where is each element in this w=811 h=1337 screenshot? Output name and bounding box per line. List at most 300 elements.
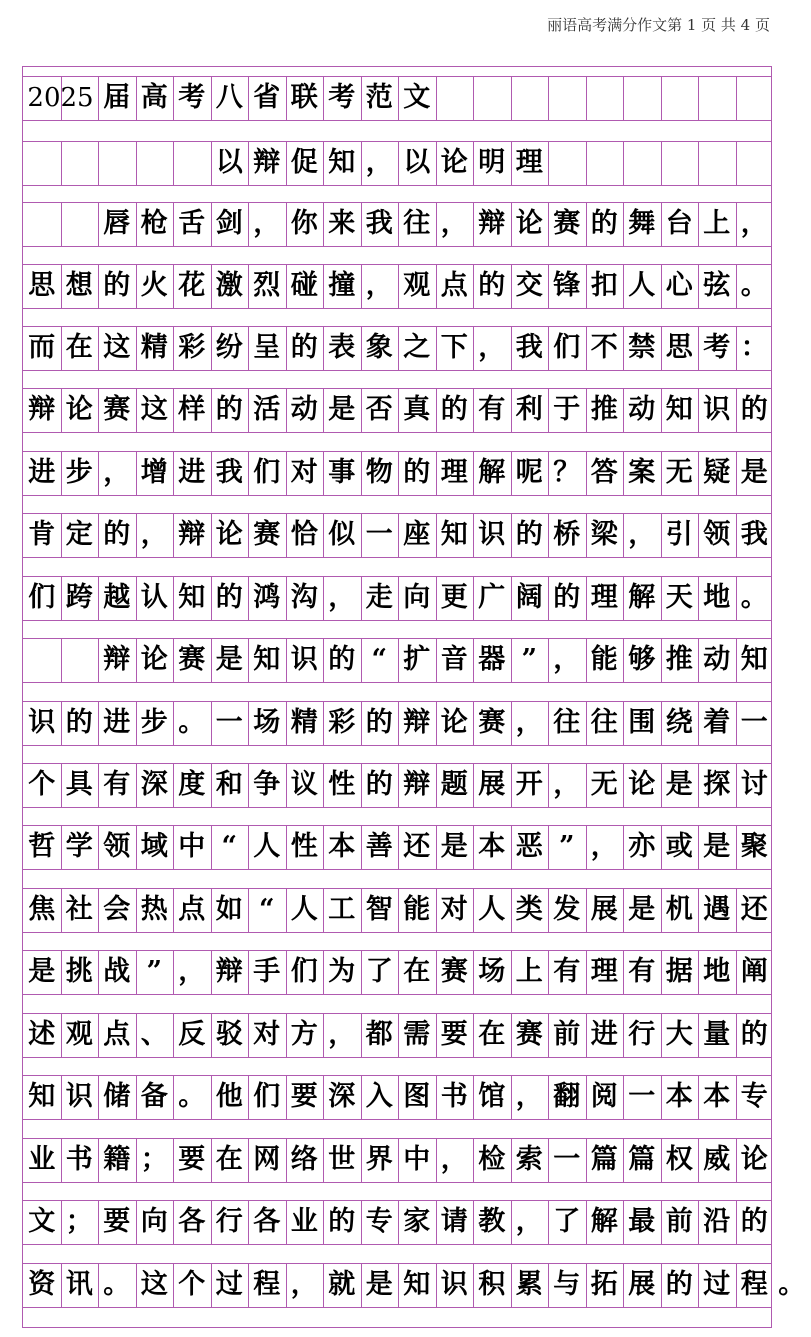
- grid-character: 锋: [553, 270, 581, 301]
- grid-character: 认: [140, 582, 168, 613]
- grid-character: 教: [478, 1206, 506, 1237]
- page-header: 丽语高考满分作文第 1 页 共 4 页: [547, 16, 770, 34]
- grid-character: 器: [478, 644, 506, 675]
- grid-character: 八: [215, 82, 243, 113]
- grid-character: 域: [140, 831, 168, 862]
- grid-character: 人: [478, 894, 506, 925]
- grid-line: [586, 141, 587, 185]
- grid-character: 述: [28, 1019, 56, 1050]
- grid-character: 辩: [403, 769, 431, 800]
- grid-character: 大: [665, 1019, 693, 1050]
- grid-character: 与: [553, 1269, 581, 1300]
- grid-character: 我: [740, 519, 768, 550]
- grid-character: 答: [590, 457, 618, 488]
- grid-character: 篇: [628, 1144, 656, 1175]
- grid-character: 在: [65, 332, 93, 363]
- grid-character: 于: [553, 394, 581, 425]
- grid-character: 请: [440, 1206, 468, 1237]
- grid-line: [23, 620, 771, 621]
- grid-character: 动: [290, 394, 318, 425]
- grid-character: 引: [665, 519, 693, 550]
- grid-character: 入: [365, 1081, 393, 1112]
- grid-character: 文: [28, 1206, 56, 1237]
- grid-character: 下: [440, 332, 468, 363]
- grid-character: “: [258, 894, 275, 925]
- grid-character: 知: [440, 519, 468, 550]
- grid-line: [511, 76, 512, 120]
- grid-character: ，: [290, 1269, 318, 1300]
- grid-character: 这: [140, 394, 168, 425]
- grid-character: 能: [403, 894, 431, 925]
- grid-character: 地: [703, 956, 731, 987]
- grid-character: 赛: [478, 707, 506, 738]
- grid-character: 真: [403, 394, 431, 425]
- grid-character: 舌: [178, 208, 206, 239]
- grid-line: [98, 141, 99, 185]
- grid-character: 阐: [740, 956, 768, 987]
- grid-character: 馆: [478, 1081, 506, 1112]
- grid-character: 辩: [478, 208, 506, 239]
- grid-character: 开: [515, 769, 543, 800]
- grid-character: 程: [253, 1269, 281, 1300]
- grid-line: [661, 76, 662, 120]
- grid-character: 考: [703, 332, 731, 363]
- grid-character: ，: [365, 270, 393, 301]
- grid-character: 储: [103, 1081, 131, 1112]
- grid-character: 理: [440, 457, 468, 488]
- grid-character: 活: [253, 394, 281, 425]
- grid-character: 着: [703, 707, 731, 738]
- grid-character: 沿: [703, 1206, 731, 1237]
- grid-character: 的: [103, 519, 131, 550]
- grid-character: 各: [178, 1206, 206, 1237]
- grid-character: 物: [365, 457, 393, 488]
- grid-character: 都: [365, 1019, 393, 1050]
- grid-character: 知: [28, 1081, 56, 1112]
- grid-character: 如: [215, 894, 243, 925]
- grid-character: 。: [178, 1081, 206, 1112]
- grid-character: 威: [703, 1144, 731, 1175]
- grid-character: 够: [628, 644, 656, 675]
- grid-character: 会: [103, 894, 131, 925]
- grid-character: 程: [740, 1269, 768, 1300]
- grid-character: 沟: [290, 582, 318, 613]
- grid-character: 推: [590, 394, 618, 425]
- grid-line: [736, 76, 737, 120]
- grid-character: 省: [253, 82, 281, 113]
- grid-character: 赛: [178, 644, 206, 675]
- grid-line: [23, 682, 771, 683]
- grid-character: 识: [478, 519, 506, 550]
- grid-character: 赛: [553, 208, 581, 239]
- grid-line: [23, 807, 771, 808]
- grid-character: 热: [140, 894, 168, 925]
- grid-character: 彩: [178, 332, 206, 363]
- grid-character: 花: [178, 270, 206, 301]
- grid-character: 或: [665, 831, 693, 862]
- grid-character: 点: [440, 270, 468, 301]
- grid-character: 要: [290, 1081, 318, 1112]
- grid-character: ，: [515, 1206, 543, 1237]
- grid-character: 激: [215, 270, 243, 301]
- grid-character: 考: [328, 82, 356, 113]
- grid-character: ？: [553, 457, 581, 488]
- grid-character: 来: [328, 208, 356, 239]
- grid-character: 要: [103, 1206, 131, 1237]
- grid-line: [23, 1244, 771, 1245]
- grid-character: 表: [328, 332, 356, 363]
- grid-character: 台: [665, 208, 693, 239]
- grid-character: 枪: [140, 208, 168, 239]
- grid-character: 还: [403, 831, 431, 862]
- grid-character: 籍: [103, 1144, 131, 1175]
- grid-character: 知: [178, 582, 206, 613]
- grid-character: 论: [628, 769, 656, 800]
- grid-character: 是: [28, 956, 56, 987]
- grid-character: 禁: [628, 332, 656, 363]
- grid-character: 本: [665, 1081, 693, 1112]
- grid-character: 以: [403, 147, 431, 178]
- grid-character: 呈: [253, 332, 281, 363]
- grid-character: 索: [515, 1144, 543, 1175]
- grid-character: 鸿: [253, 582, 281, 613]
- grid-character: ，: [478, 332, 506, 363]
- grid-character: 往: [553, 707, 581, 738]
- grid-character: 是: [665, 769, 693, 800]
- grid-character: 精: [140, 332, 168, 363]
- grid-character: 以: [215, 147, 243, 178]
- grid-character: ，: [140, 519, 168, 550]
- grid-character: 疑: [703, 457, 731, 488]
- grid-character: 论: [140, 644, 168, 675]
- grid-character: 利: [515, 394, 543, 425]
- grid-character: 还: [740, 894, 768, 925]
- grid-character: 量: [703, 1019, 731, 1050]
- grid-character: 在: [403, 956, 431, 987]
- grid-character: 进: [590, 1019, 618, 1050]
- grid-character: 资: [28, 1269, 56, 1300]
- grid-character: 你: [290, 208, 318, 239]
- grid-character: 心: [665, 270, 693, 301]
- grid-character: 上: [515, 956, 543, 987]
- grid-character: 阔: [515, 582, 543, 613]
- grid-character: 议: [290, 769, 318, 800]
- grid-character: 是: [328, 394, 356, 425]
- grid-character: 本: [478, 831, 506, 862]
- grid-character: 的: [215, 582, 243, 613]
- grid-character: 社: [65, 894, 93, 925]
- grid-line: [23, 994, 771, 995]
- grid-character: 案: [628, 457, 656, 488]
- grid-character: 绕: [665, 707, 693, 738]
- grid-line: [548, 141, 549, 185]
- grid-character: 辩: [253, 147, 281, 178]
- grid-character: 的: [365, 707, 393, 738]
- grid-character: 的: [515, 519, 543, 550]
- grid-character: ，: [515, 1081, 543, 1112]
- grid-character: 解: [478, 457, 506, 488]
- grid-line: [23, 869, 771, 870]
- grid-character: 驳: [215, 1019, 243, 1050]
- grid-character: 象: [365, 332, 393, 363]
- grid-character: ；: [140, 1144, 168, 1175]
- grid-character: ，: [740, 208, 768, 239]
- grid-character: 考: [178, 82, 206, 113]
- grid-line: [548, 76, 549, 120]
- grid-character: 文: [403, 82, 431, 113]
- grid-character: 的: [328, 1206, 356, 1237]
- grid-character: 一: [740, 707, 768, 738]
- grid-line: [23, 495, 771, 496]
- grid-character: 知: [253, 644, 281, 675]
- grid-character: 有: [478, 394, 506, 425]
- grid-character: 恶: [515, 831, 543, 862]
- grid-character: 观: [403, 270, 431, 301]
- grid-character: 我: [365, 208, 393, 239]
- grid-character: 能: [590, 644, 618, 675]
- grid-character: 哲: [28, 831, 56, 862]
- grid-character: 剑: [215, 208, 243, 239]
- grid-character: 的: [103, 270, 131, 301]
- grid-character: 座: [403, 519, 431, 550]
- grid-line: [23, 557, 771, 558]
- grid-character: 对: [253, 1019, 281, 1050]
- grid-character: 这: [103, 332, 131, 363]
- grid-character: 探: [703, 769, 731, 800]
- grid-character: 样: [178, 394, 206, 425]
- grid-character: 理: [515, 147, 543, 178]
- grid-line: [23, 1182, 771, 1183]
- grid-character: 识: [28, 707, 56, 738]
- grid-character: 阅: [590, 1081, 618, 1112]
- grid-character: 赛: [515, 1019, 543, 1050]
- grid-character: 舞: [628, 208, 656, 239]
- grid-line: [136, 141, 137, 185]
- grid-character: 往: [590, 707, 618, 738]
- grid-character: 过: [215, 1269, 243, 1300]
- grid-character: 明: [478, 147, 506, 178]
- grid-character: 智: [365, 894, 393, 925]
- grid-character: 了: [365, 956, 393, 987]
- grid-character: 的: [740, 1206, 768, 1237]
- grid-character: 业: [28, 1144, 56, 1175]
- grid-character: 据: [665, 956, 693, 987]
- grid-character: 展: [628, 1269, 656, 1300]
- grid-character: ，: [553, 769, 581, 800]
- grid-character: 家: [403, 1206, 431, 1237]
- grid-character: 权: [665, 1144, 693, 1175]
- grid-character: 论: [740, 1144, 768, 1175]
- grid-character: 识: [65, 1081, 93, 1112]
- grid-character: 的: [553, 582, 581, 613]
- grid-character: 战: [103, 956, 131, 987]
- grid-character: 我: [515, 332, 543, 363]
- grid-character: 范: [365, 82, 393, 113]
- grid-character: 中: [403, 1144, 431, 1175]
- grid-character: 无: [590, 769, 618, 800]
- grid-line: [23, 185, 771, 186]
- grid-character: ，: [515, 707, 543, 738]
- grid-character: 的: [215, 394, 243, 425]
- grid-character: 有: [103, 769, 131, 800]
- grid-character: 图: [403, 1081, 431, 1112]
- grid-character: 要: [178, 1144, 206, 1175]
- grid-character: ：: [740, 332, 768, 363]
- grid-character: 知: [328, 147, 356, 178]
- grid-character: 赛: [253, 519, 281, 550]
- grid-character: 论: [515, 208, 543, 239]
- grid-line: [698, 141, 699, 185]
- grid-character: 业: [290, 1206, 318, 1237]
- grid-character: 事: [328, 457, 356, 488]
- grid-character: 推: [665, 644, 693, 675]
- grid-character: 弦: [703, 270, 731, 301]
- grid-character: 前: [665, 1206, 693, 1237]
- grid-character: 领: [103, 831, 131, 862]
- grid-character: 交: [515, 270, 543, 301]
- grid-character: 联: [290, 82, 318, 113]
- grid-line: [23, 246, 771, 247]
- grid-character: 备: [140, 1081, 168, 1112]
- grid-character: 知: [403, 1269, 431, 1300]
- grid-line: [23, 370, 771, 371]
- grid-line: [23, 120, 771, 121]
- grid-character: ，: [365, 147, 393, 178]
- grid-line: [23, 932, 771, 933]
- grid-character: 挑: [65, 956, 93, 987]
- grid-line: [698, 76, 699, 120]
- grid-character: 发: [553, 894, 581, 925]
- grid-character: 人: [290, 894, 318, 925]
- grid-character: 否: [365, 394, 393, 425]
- grid-character: 论: [65, 394, 93, 425]
- grid-character: 他: [215, 1081, 243, 1112]
- grid-character: 无: [665, 457, 693, 488]
- grid-character: 不: [590, 332, 618, 363]
- grid-character: 观: [65, 1019, 93, 1050]
- grid-character: 步: [65, 457, 93, 488]
- grid-character: ”: [146, 956, 163, 987]
- grid-character: 理: [590, 956, 618, 987]
- composition-grid-paper: [22, 66, 806, 1328]
- grid-character: 。: [740, 582, 768, 613]
- grid-character: 的: [403, 457, 431, 488]
- grid-character: 精: [290, 707, 318, 738]
- grid-character: 积: [478, 1269, 506, 1300]
- grid-character: 前: [553, 1019, 581, 1050]
- grid-character: 思: [28, 270, 56, 301]
- grid-character: 专: [365, 1206, 393, 1237]
- grid-character: 赛: [440, 956, 468, 987]
- grid-character: 网: [253, 1144, 281, 1175]
- grid-character: 世: [328, 1144, 356, 1175]
- grid-character: 遇: [703, 894, 731, 925]
- grid-character: 在: [215, 1144, 243, 1175]
- grid-character: 进: [178, 457, 206, 488]
- grid-line: [23, 432, 771, 433]
- grid-character: 人: [253, 831, 281, 862]
- grid-character: 和: [215, 769, 243, 800]
- grid-character: 向: [403, 582, 431, 613]
- grid-character: 善: [365, 831, 393, 862]
- grid-character: 累: [515, 1269, 543, 1300]
- grid-character: 似: [328, 519, 356, 550]
- grid-character: 为: [328, 956, 356, 987]
- grid-character: “: [221, 831, 238, 862]
- grid-character: ，: [103, 457, 131, 488]
- grid-character: 一: [628, 1081, 656, 1112]
- grid-line: [61, 202, 62, 246]
- grid-character: 扣: [590, 270, 618, 301]
- grid-character: 动: [628, 394, 656, 425]
- grid-character: 之: [403, 332, 431, 363]
- grid-character: 讯: [65, 1269, 93, 1300]
- grid-character: 促: [290, 147, 318, 178]
- grid-character: 而: [28, 332, 56, 363]
- grid-line: [23, 308, 771, 309]
- grid-character: 肯: [28, 519, 56, 550]
- grid-character: 辩: [215, 956, 243, 987]
- grid-character: ，: [328, 1019, 356, 1050]
- grid-character: 进: [28, 457, 56, 488]
- grid-character: 梁: [590, 519, 618, 550]
- grid-character: 辩: [28, 394, 56, 425]
- grid-character: 理: [590, 582, 618, 613]
- grid-character: 展: [478, 769, 506, 800]
- grid-character: 书: [440, 1081, 468, 1112]
- grid-character: 围: [628, 707, 656, 738]
- grid-character: 辩: [178, 519, 206, 550]
- grid-character: 聚: [740, 831, 768, 862]
- grid-character: 我: [215, 457, 243, 488]
- grid-character: 是: [740, 457, 768, 488]
- grid-character: 恰: [290, 519, 318, 550]
- grid-character: 篇: [590, 1144, 618, 1175]
- grid-character: 学: [65, 831, 93, 862]
- grid-line: [661, 141, 662, 185]
- grid-character: 思: [665, 332, 693, 363]
- grid-line: [61, 638, 62, 682]
- grid-character: 这: [140, 1269, 168, 1300]
- grid-character: 一: [365, 519, 393, 550]
- grid-line: [736, 141, 737, 185]
- grid-character: ”: [521, 644, 538, 675]
- grid-character: 深: [140, 769, 168, 800]
- grid-character: 领: [703, 519, 731, 550]
- grid-character: 类: [515, 894, 543, 925]
- grid-character: 走: [365, 582, 393, 613]
- grid-character: 步: [140, 707, 168, 738]
- grid-character: 定: [65, 519, 93, 550]
- grid-character: 们: [28, 582, 56, 613]
- grid-character: 性: [290, 831, 318, 862]
- grid-character: ；: [65, 1206, 93, 1237]
- grid-character: 上: [703, 208, 731, 239]
- grid-character: 识: [440, 1269, 468, 1300]
- grid-character: 是: [628, 894, 656, 925]
- grid-character: 音: [440, 644, 468, 675]
- grid-character: 展: [590, 894, 618, 925]
- grid-character: 方: [290, 1019, 318, 1050]
- grid-character: 性: [328, 769, 356, 800]
- grid-character: 手: [253, 956, 281, 987]
- grid-character: 辩: [403, 707, 431, 738]
- grid-character: 络: [290, 1144, 318, 1175]
- grid-character: ，: [628, 519, 656, 550]
- grid-character: 个: [178, 1269, 206, 1300]
- grid-character: 点: [178, 894, 206, 925]
- grid-character: ，: [553, 644, 581, 675]
